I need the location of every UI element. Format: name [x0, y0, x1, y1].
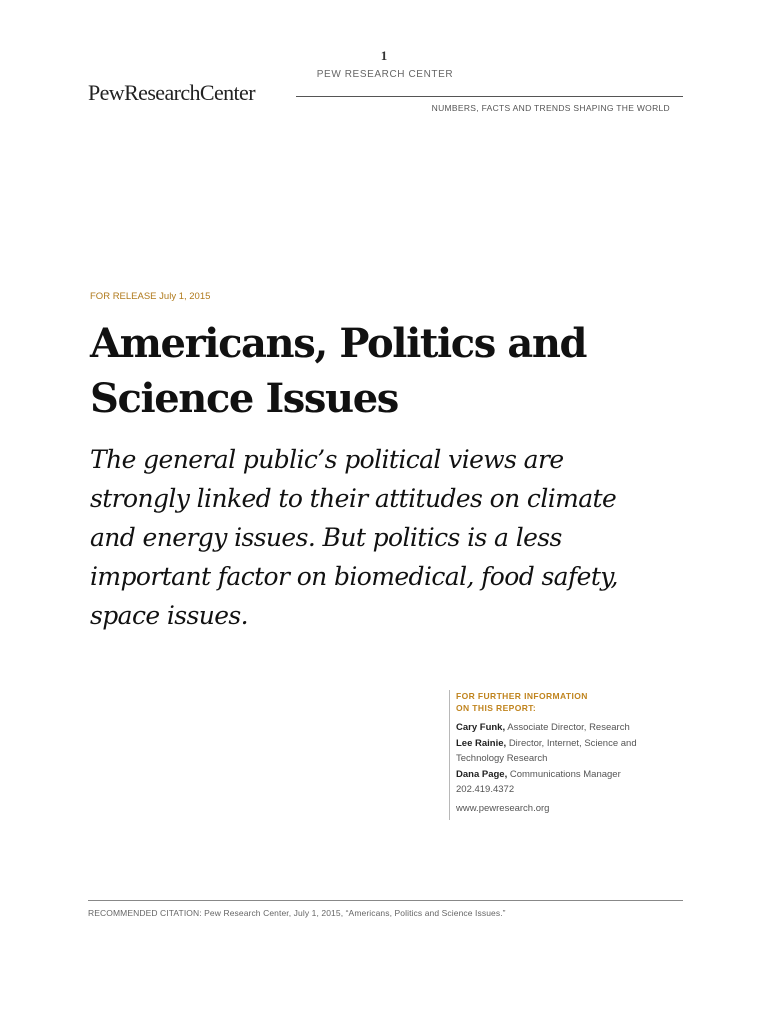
contact-name: Dana Page, — [456, 768, 508, 780]
website-link[interactable]: www.pewresearch.org — [456, 802, 550, 814]
report-subtitle — [90, 440, 690, 635]
contact-item — [456, 720, 686, 736]
contact-name: Lee Rainie, — [456, 737, 507, 749]
contact-role: Communications Manager — [509, 768, 621, 780]
contact-item — [456, 751, 686, 767]
title-line: Science Issues — [90, 375, 398, 422]
subtitle-line: important factor on biomedical, food safety, — [90, 562, 618, 591]
contact-item — [456, 736, 686, 752]
header-divider — [296, 96, 683, 97]
pew-logo: PewResearchCenter — [88, 80, 255, 105]
release-date — [90, 291, 210, 302]
further-info-box — [449, 690, 686, 820]
header-tagline: NUMBERS, FACTS AND TRENDS SHAPING THE WORLD — [431, 103, 670, 113]
release-label: FOR RELEASE — [90, 291, 157, 302]
contact-phone: 202.419.4372 — [456, 784, 515, 795]
report-title — [90, 316, 710, 426]
header-org-name: PEW RESEARCH CENTER — [316, 69, 454, 80]
subtitle-line: and energy issues. But politics is a less — [90, 523, 562, 552]
subtitle-line: strongly linked to their attitudes on climate — [90, 484, 617, 513]
contact-role: Director, Internet, Science and — [508, 737, 637, 749]
contact-role: Technology Research — [456, 753, 548, 764]
recommended-citation: RECOMMENDED CITATION: Pew Research Center, July 1, 2015, “Americans, Politics and Science Issues.” — [88, 908, 506, 918]
info-heading: FOR FURTHER INFORMATION — [456, 691, 588, 701]
page-number: 1 — [380, 48, 388, 63]
info-heading: ON THIS REPORT: — [456, 703, 537, 713]
contact-name: Cary Funk, — [456, 722, 506, 733]
contact-item — [456, 767, 686, 783]
subtitle-line: The general public’s political views are — [90, 445, 564, 474]
contact-role: Associate Director, Research — [507, 722, 630, 733]
title-line: Americans, Politics and — [90, 320, 587, 367]
subtitle-line: space issues. — [90, 601, 249, 630]
release-date-value: July 1, 2015 — [159, 291, 211, 302]
footer-divider — [88, 900, 683, 901]
contact-list — [456, 720, 686, 816]
